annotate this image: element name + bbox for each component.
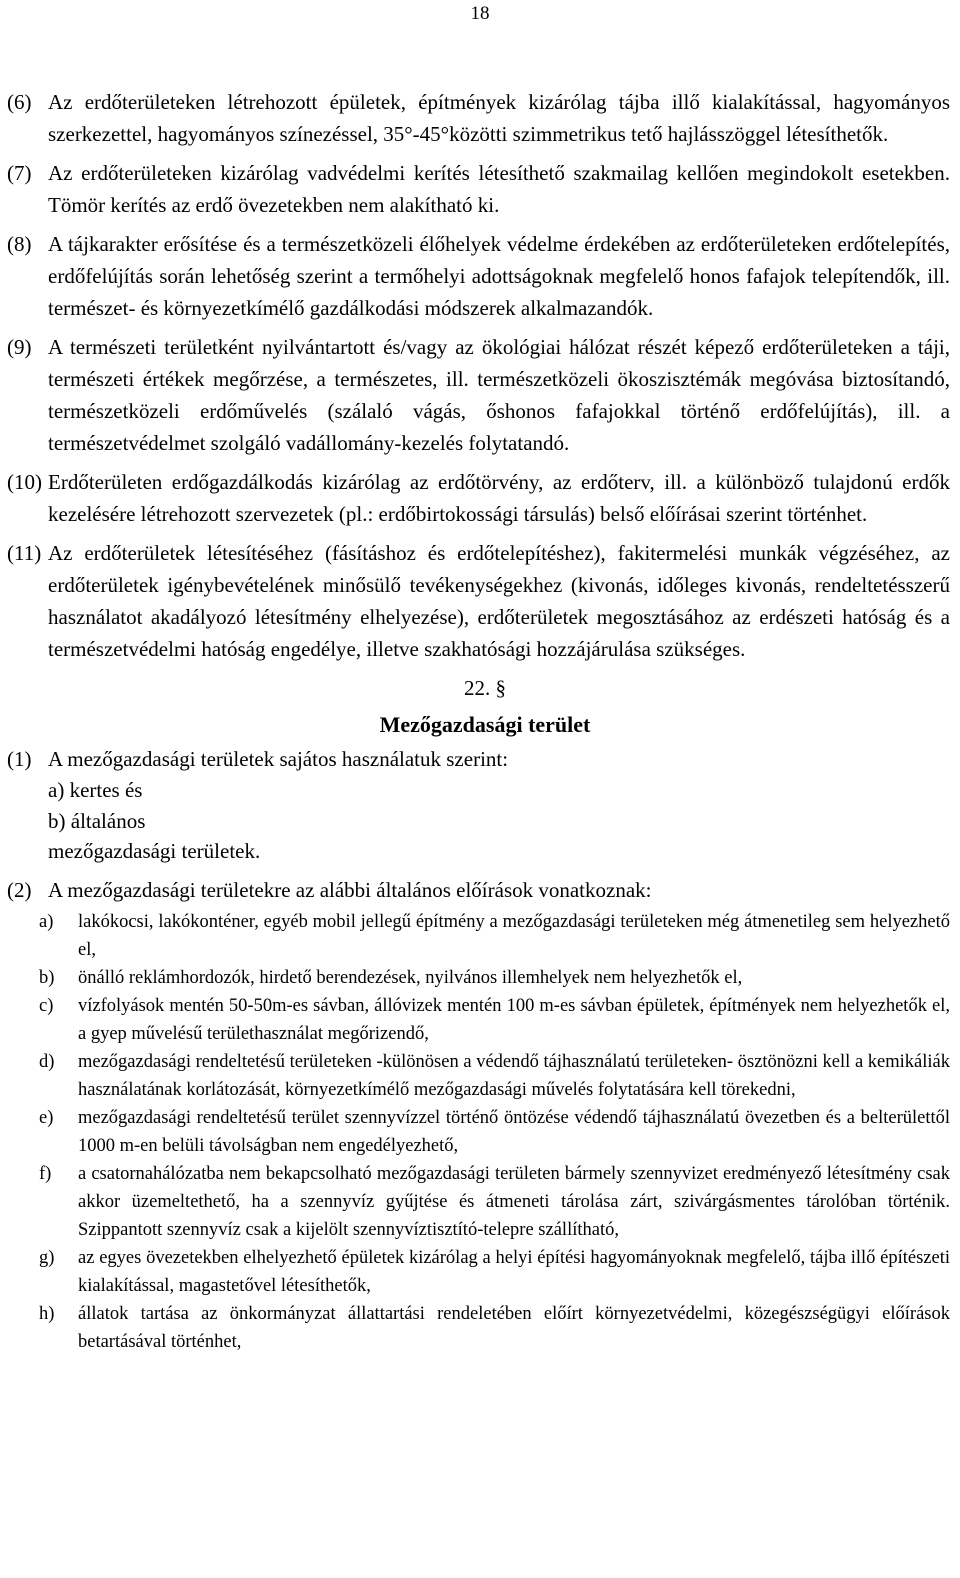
list-item-g: [0, 1244, 960, 1300]
list-letter: e): [39, 1107, 54, 1128]
paragraph-text: A tájkarakter erősítése és a természetközeli élőhelyek védelme érdekében az erdőterületeken erdőtelepítés, erdőfelújítás során lehetőség szerint a termőhelyi adottságoknak megfelelő honos fafajok telepítendők, ill. természet- és környezetkímélő gazdálkodási módszerek alkalmazandók.: [48, 232, 950, 320]
page-number: 18: [470, 3, 490, 24]
paragraph-closing: mezőgazdasági területek.: [48, 839, 261, 863]
list-item: a) kertes és: [48, 778, 143, 802]
list-text: lakókocsi, lakókonténer, egyéb mobil jellegű építmény a mezőgazdasági területeken még átmenetileg sem helyezhető el,: [78, 911, 950, 960]
list-text: állatok tartása az önkormányzat állattartási rendeletében előírt környezetvédelmi, közegészségügyi előírások betartásával történhet,: [78, 1303, 950, 1352]
list-text: a csatornahálózatba nem bekapcsolható mezőgazdasági területen bármely szennyvizet eredményező létesítmény csak akkor üzemeltethető, ha a szennyvíz gyűjtése és átmeneti tárolása zárt, szivárgásmentes tárolóban történik. Szippantott szennyvíz csak a kijelölt szennyvíztisztító-telepre szállítható,: [78, 1163, 950, 1240]
paragraph-1: [0, 744, 960, 775]
list-letter: b): [39, 967, 55, 988]
list-item-h: [0, 1300, 960, 1356]
paragraph-text: A mezőgazdasági területek sajátos használatuk szerint:: [48, 747, 509, 771]
paragraph-number: (10): [7, 470, 42, 494]
paragraph-text: A mezőgazdasági területekre az alábbi általános előírások vonatkoznak:: [48, 877, 652, 902]
paragraph-number: (6): [7, 90, 32, 114]
paragraph-number: (11): [7, 541, 42, 565]
paragraph-text: Az erdőterületeken kizárólag vadvédelmi kerítés létesíthető szakmailag kellően megindokolt esetekben. Tömör kerítés az erdő övezetekben nem alakítható ki.: [48, 161, 950, 217]
list-item-c: [0, 992, 960, 1048]
paragraph-text: Az erdőterületeken létrehozott épületek, építmények kizárólag tájba illő kialakítással, hagyományos szerkezettel, hagyományos színezéssel, 35°-45°közötti szimmetrikus tető hajlásszöggel létesíthetők.: [48, 90, 950, 146]
paragraph-text: Erdőterületen erdőgazdálkodás kizárólag az erdőtörvény, az erdőterv, ill. a különböző tulajdonú erdők kezelésére létrehozott szervezetek (pl.: erdőbirtokossági társulás) belső előírásai szerint történhet.: [48, 470, 950, 526]
list-text: mezőgazdasági rendeltetésű terület szennyvízzel történő öntözése védendő tájhasználatú övezetben és a belterülettől 1000 m-en belüli távolságban nem engedélyezhető,: [78, 1107, 950, 1156]
sub-list: [0, 908, 960, 1356]
paragraph-8: [0, 228, 960, 324]
section-title: Mezőgazdasági terület: [379, 712, 591, 737]
list-text: az egyes övezetekben elhelyezhető épületek kizárólag a helyi építési hagyományoknak megfelelő, tájba illő építészeti kialakítással, magastetővel létesíthetők,: [78, 1247, 950, 1296]
list-letter: c): [39, 995, 54, 1016]
list-letter: f): [39, 1163, 52, 1184]
paragraph-6: [0, 86, 960, 150]
list-letter: a): [39, 911, 54, 932]
document-body: [0, 86, 960, 1356]
paragraph-number: (8): [7, 232, 32, 256]
list-text: mezőgazdasági rendeltetésű területeken -különösen a védendő tájhasználatú területeken- ösztönözni kell a kemikáliák használatának korlátozását, környezetkímélő mezőgazdasági művelés folytatására kell törekedni,: [78, 1051, 950, 1100]
list-item-a: [0, 908, 960, 964]
paragraph-text: A természeti területként nyilvántartott és/vagy az ökológiai hálózat részét képező erdőterületeken a táji, természeti értékek megőrzése, a természetes, ill. természetközeli ökoszisztémák megóvása biztosítandó, természetközeli erdőművelés (szálaló vágás, őshonos fafajokkal történő erdőfelújítás), ill. a természetvédelmet szolgáló vadállomány-kezelés folytatandó.: [48, 335, 950, 455]
paragraph-7: [0, 157, 960, 221]
paragraph-11: [0, 537, 960, 665]
paragraph-number: (1): [7, 747, 32, 771]
list-item-d: [0, 1048, 960, 1104]
list-item-e: [0, 1104, 960, 1160]
paragraph-2: [0, 875, 960, 906]
paragraph-9: [0, 331, 960, 459]
list-item-b: [0, 964, 960, 992]
list-letter: g): [39, 1247, 55, 1268]
paragraph-number: (7): [7, 161, 32, 185]
paragraph-text: Az erdőterületek létesítéséhez (fásításhoz és erdőtelepítéshez), fakitermelési munkák végzéséhez, az erdőterületek igénybevételének minősülő tevékenységekhez (kivonás, időleges kivonás, rendeltetésszerű használatot akadályozó létesítmény elhelyezése), erdőterületek megosztásához az erdészeti hatóság és a természetvédelmi hatóság engedélye, illetve szakhatósági hozzájárulása szükséges.: [48, 541, 950, 661]
list-text: önálló reklámhordozók, hirdető berendezések, nyilvános illemhelyek nem helyezhetők el,: [78, 967, 743, 988]
list-item-f: [0, 1160, 960, 1244]
list-letter: d): [39, 1051, 55, 1072]
paragraph-10: [0, 466, 960, 530]
list-letter: h): [39, 1303, 55, 1324]
section-number: 22. §: [464, 676, 506, 700]
paragraph-number: (2): [7, 877, 32, 902]
list-item: b) általános: [48, 808, 146, 833]
list-text: vízfolyások mentén 50-50m-es sávban, állóvizek mentén 100 m-es sávban épületek, építmények nem helyezhetők el, a gyep művelésű területhasználat megőrizendő,: [78, 995, 950, 1044]
paragraph-number: (9): [7, 335, 32, 359]
